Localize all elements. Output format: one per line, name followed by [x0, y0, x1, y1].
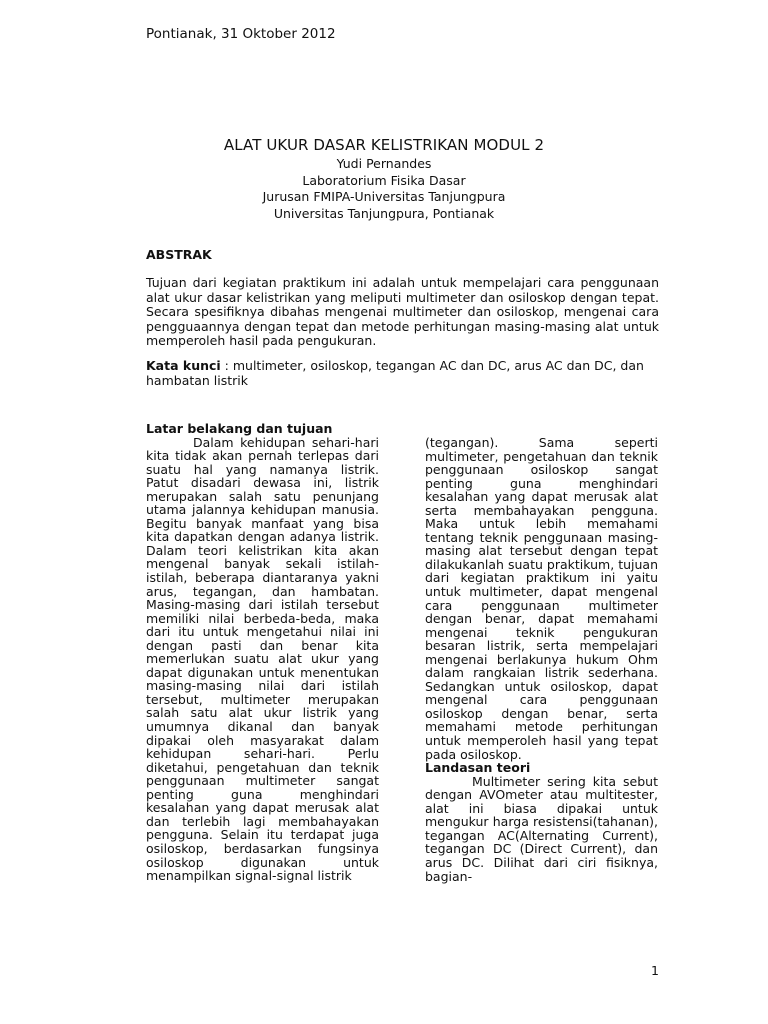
keywords-label: Kata kunci	[146, 358, 221, 373]
paragraph-background-left: Dalam kehidupan sehari-hari kita tidak akan pernah terlepas dari suatu hal yang namanya listrik. Patut disadari dewasa ini, listrik merupakan salah satu penunjang utama jalannya kehidupan manusia. Begitu banyak manfaat yang bisa kita dapatkan dengan adanya listrik. Dalam teori kelistrikan kita akan mengenal banyak sekali istilah-istilah, beberapa diantaranya yakni arus, tegangan, dan hambatan. Masing-masing dari istilah tersebut memiliki nilai berbeda-beda, maka dari itu untuk mengetahui nilai ini dengan pasti dan benar kita memerlukan suatu alat ukur yang dapat digunakan untuk menentukan masing-masing nilai dari istilah tersebut, multimeter merupakan salah satu alat ukur listrik yang umumnya dikanal dan banyak dipakai oleh masyarakat dalam kehidupan sehari-hari. Perlu diketahui, pengetahuan dan teknik penggunaan multimeter sangat penting guna menghindari kesalahan yang dapat merusak alat dan terlebih lagi membahayakan pengguna. Selain itu terdapat juga osiloskop, berdasarkan fungsinya osiloskop digunakan untuk menampilkan signal-signal listrik	[146, 434, 379, 884]
affiliation-lab: Laboratorium Fisika Dasar	[302, 172, 466, 188]
abstract-body: Tujuan dari kegiatan praktikum ini adalah untuk mempelajari cara penggunaan alat ukur dasar kelistrikan yang meliputi multimeter dan osiloskop dengan tepat. Secara spesifiknya dibahas mengenai multimeter dan osiloskop, mengenai cara pengguaannya dengan tepat dan metode perhitungan masing-masing alat untuk memperoleh hasil pada pengukuran.	[146, 275, 659, 348]
paper-title: ALAT UKUR DASAR KELISTRIKAN MODUL 2	[223, 136, 545, 154]
affiliation-university: Universitas Tanjungpura, Pontianak	[273, 205, 495, 221]
keywords	[146, 359, 659, 388]
abstract-heading: ABSTRAK	[146, 247, 212, 262]
column-left	[146, 422, 379, 883]
keywords-list: : multimeter, osiloskop, tegangan AC dan DC, arus AC dan DC, dan hambatan listrik	[146, 358, 644, 388]
dateline: Pontianak, 31 Oktober 2012	[146, 26, 336, 42]
affiliation-department: Jurusan FMIPA-Universitas Tanjungpura	[262, 189, 506, 204]
column-right	[425, 436, 658, 883]
paragraph-theory: Multimeter sering kita sebut dengan AVOmeter atau multitester, alat ini biasa dipakai untuk mengukur harga resistensi(tahanan), tegangan AC(Alternating Current), tegangan DC (Direct Current), dan arus DC. Dilihat dari ciri fisiknya, bagian-	[425, 773, 658, 884]
paper-header	[0, 136, 768, 222]
section-heading-background: Latar belakang dan tujuan	[146, 421, 333, 436]
page-number: 1	[651, 963, 659, 978]
section-heading-theory: Landasan teori	[425, 760, 531, 776]
author-name: Yudi Pernandes	[336, 156, 432, 171]
paragraph-background-right: (tegangan). Sama seperti multimeter, pengetahuan dan teknik penggunaan osiloskop sangat penting guna menghindari kesalahan yang dapat merusak alat serta membahayakan pengguna. Maka untuk lebih memahami tentang teknik penggunaan masing-masing alat tersebut dengan tepat dilakukanlah suatu praktikum, tujuan dari kegiatan praktikum ini yaitu untuk multimeter, dapat mengenal cara penggunaan multimeter dengan benar, dapat memahami mengenai teknik pengukuran besaran listrik, serta mempelajari mengenai berlakunya hukum Ohm dalam rangkaian listrik sederhana. Sedangkan untuk osiloskop, dapat mengenal cara penggunaan osiloskop dengan benar, serta memahami metode perhitungan untuk memperoleh hasil yang tepat pada osiloskop.	[425, 435, 658, 762]
